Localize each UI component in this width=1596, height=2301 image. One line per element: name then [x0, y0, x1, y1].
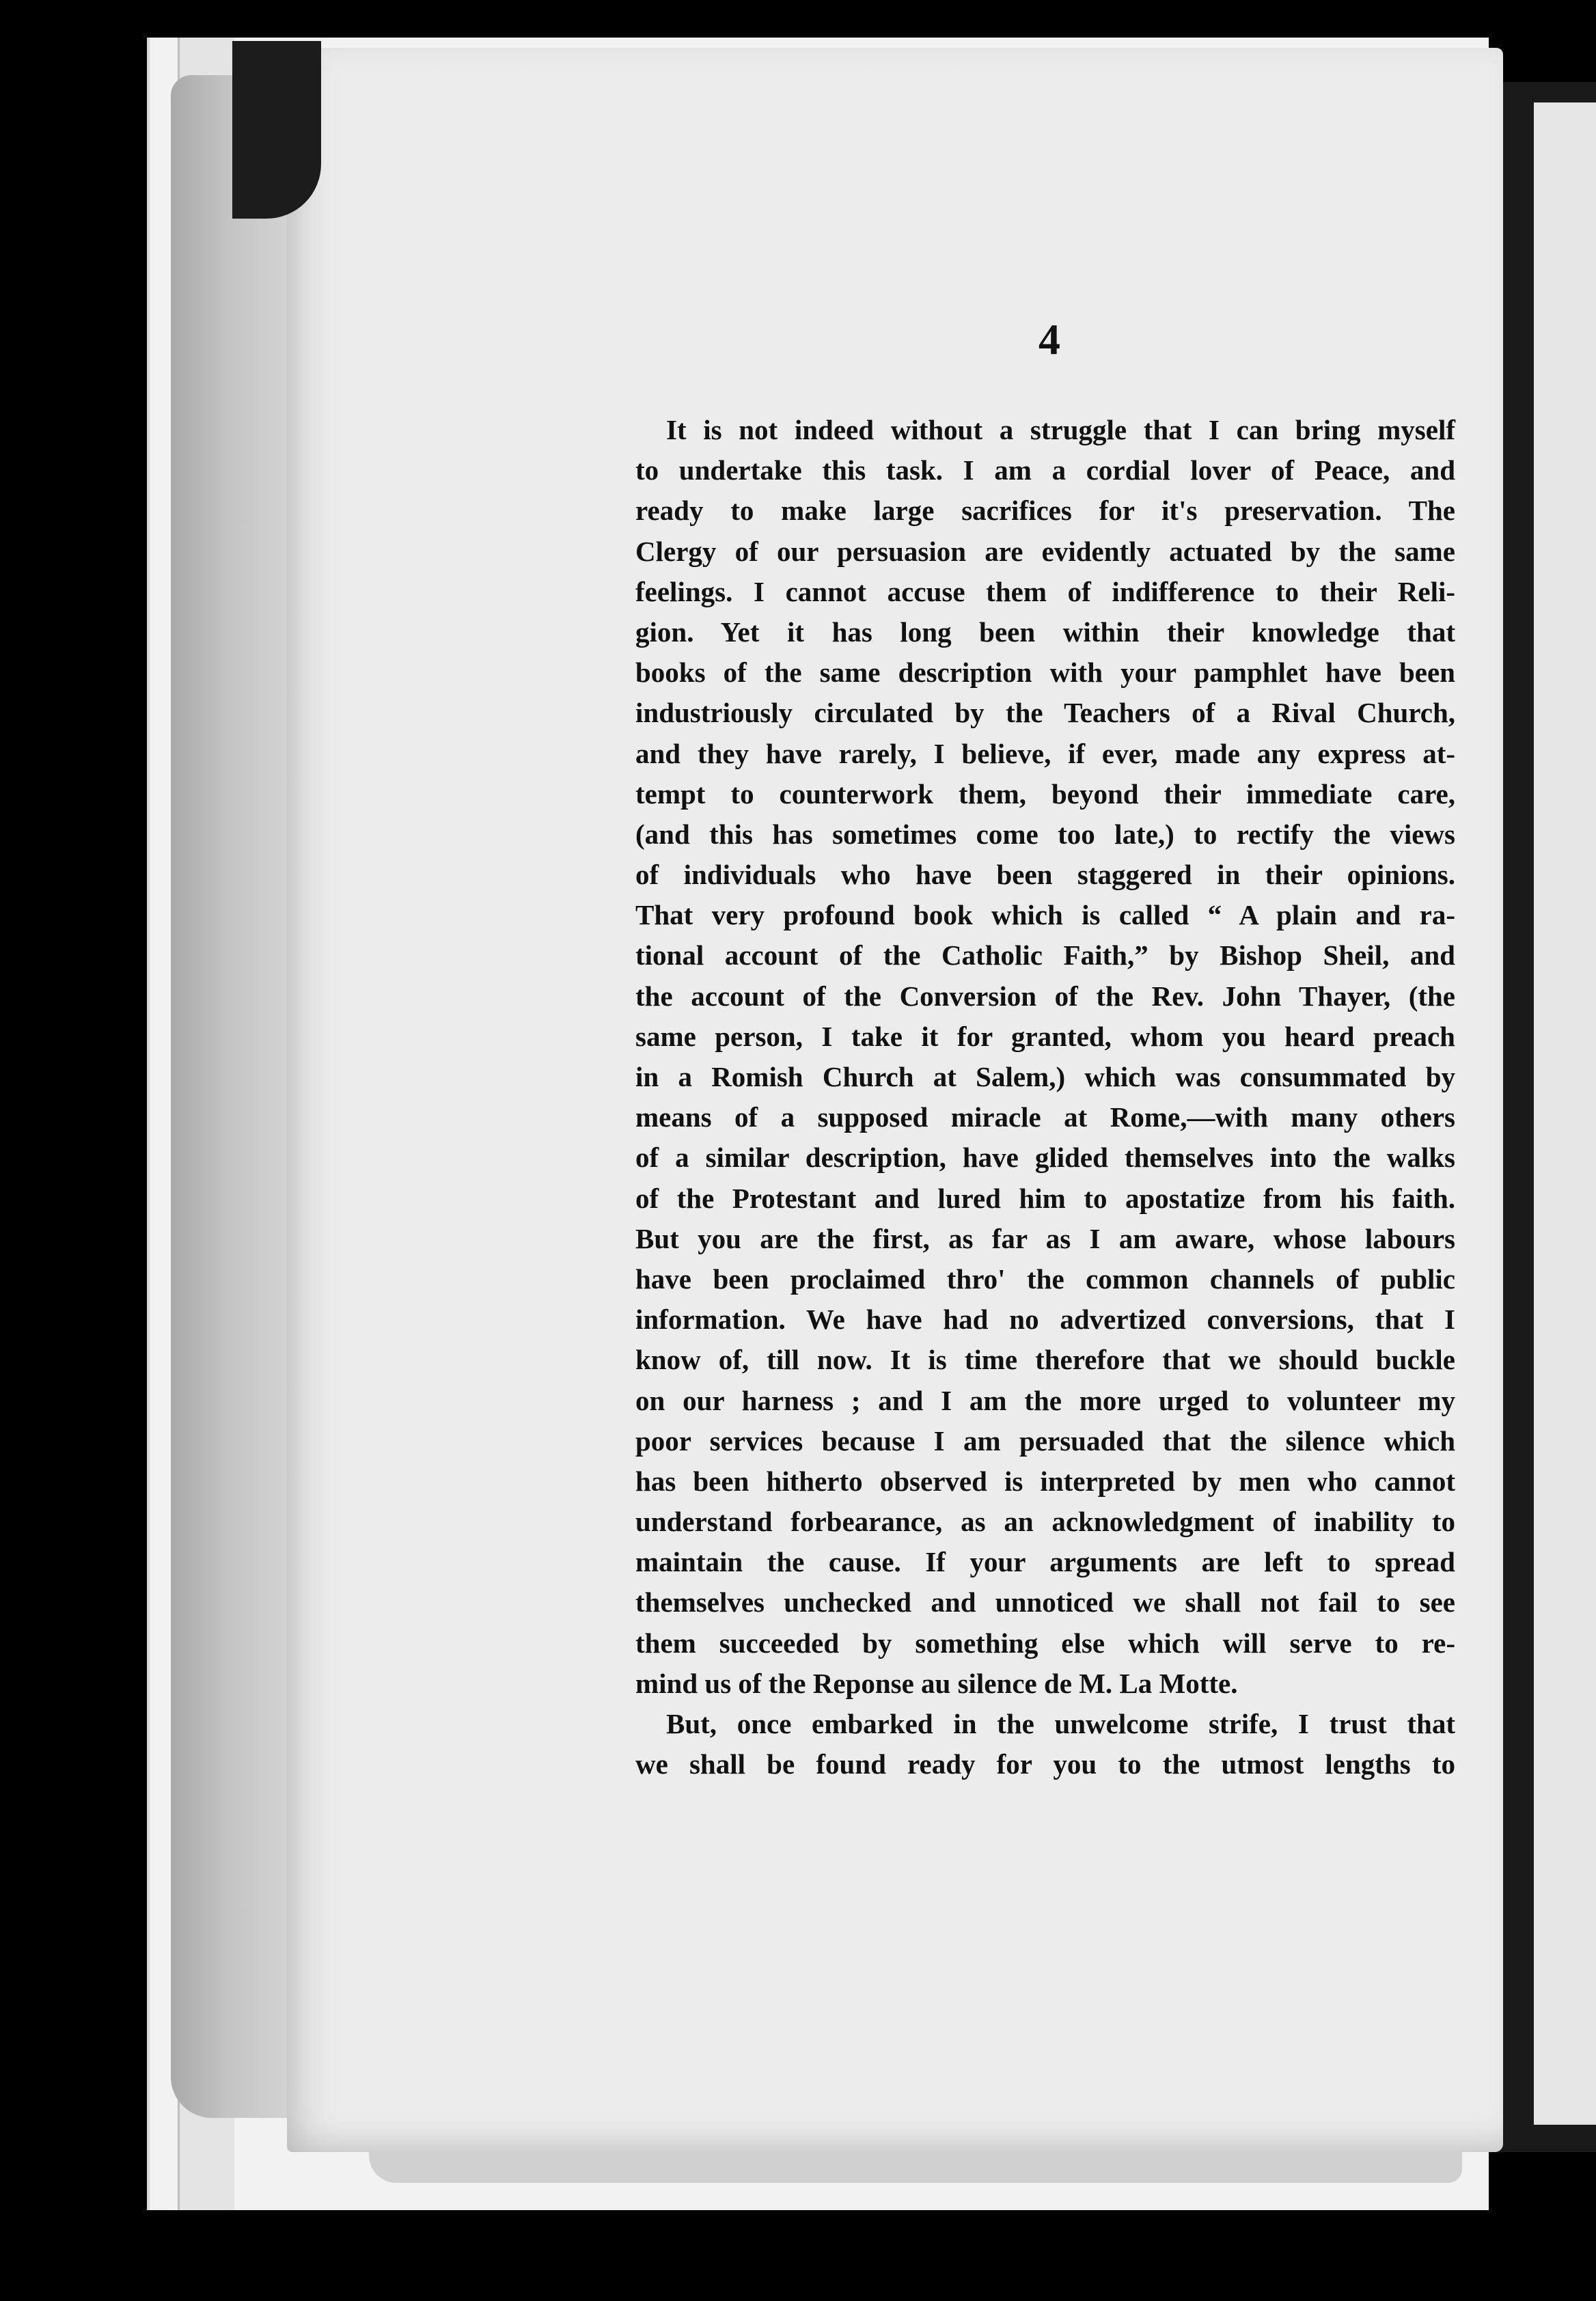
text-line: That very profound book which is called “ A plain and ra- — [635, 899, 1455, 931]
text-line: understand forbearance, as an acknowledgment of inability to — [635, 1506, 1455, 1538]
text-line: has been hitherto observed is interpreted by men who cannot — [635, 1465, 1455, 1497]
text-line: (and this has sometimes come too late,) to rectify the views — [635, 818, 1455, 850]
text-line: Clergy of our persuasion are evidently actuated by the same — [635, 535, 1455, 567]
text-line: in a Romish Church at Salem,) which was consummated by — [635, 1061, 1455, 1092]
body-text — [635, 410, 1455, 1785]
text-line: ready to make large sacrifices for it's preservation. The — [635, 495, 1455, 527]
text-line: them succeeded by something else which will serve to re- — [635, 1627, 1455, 1659]
adjacent-leaf — [1534, 102, 1596, 2125]
text-line: books of the same description with your pamphlet have been — [635, 657, 1455, 689]
page-number: 4 — [1038, 315, 1060, 363]
text-line: themselves unchecked and unnoticed we shall not fail to see — [635, 1586, 1455, 1618]
text-line: and they have rarely, I believe, if ever, made any express at- — [635, 737, 1455, 769]
text-line: mind us of the Reponse au silence de M. La Motte. — [635, 1667, 1238, 1699]
page-bottom-edge — [369, 2152, 1462, 2183]
text-line: maintain the cause. If your arguments are left to spread — [635, 1546, 1455, 1578]
page-stained-margin — [171, 75, 301, 2118]
text-line: the account of the Conversion of the Rev. John Thayer, (the — [635, 980, 1455, 1012]
text-line: industriously circulated by the Teachers of a Rival Church, — [635, 697, 1455, 729]
text-line: tempt to counterwork them, beyond their immediate care, — [635, 777, 1455, 810]
text-line: on our harness ; and I am the more urged to volunteer my — [635, 1384, 1455, 1416]
text-line: have been proclaimed thro' the common channels of public — [635, 1263, 1455, 1295]
text-line: But, once embarked in the unwelcome strife, I trust that — [666, 1708, 1455, 1739]
text-line: means of a supposed miracle at Rome,—with many others — [635, 1101, 1455, 1133]
text-line: But you are the first, as far as I am aware, whose labours — [635, 1222, 1455, 1254]
text-line: to undertake this task. I am a cordial lover of Peace, and — [635, 454, 1455, 486]
text-line: information. We have had no advertized conversions, that I — [635, 1304, 1455, 1336]
text-line: tional account of the Catholic Faith,” by Bishop Sheil, and — [635, 939, 1455, 972]
text-line: we shall be found ready for you to the utmost lengths to — [635, 1748, 1455, 1780]
text-line: poor services because I am persuaded that the silence which — [635, 1424, 1455, 1457]
text-line: know of, till now. It is time therefore that we should buckle — [635, 1344, 1455, 1376]
text-line: of the Protestant and lured him to apostatize from his faith. — [635, 1182, 1455, 1214]
text-line: gion. Yet it has long been within their knowledge that — [635, 616, 1455, 648]
text-line: feelings. I cannot accuse them of indifference to their Reli- — [635, 575, 1455, 607]
page-corner-shadow — [232, 41, 321, 219]
text-line: It is not indeed without a struggle that I can bring myself — [666, 414, 1455, 445]
text-line: same person, I take it for granted, whom you heard preach — [635, 1020, 1455, 1052]
text-line: of a similar description, have glided themselves into the walks — [635, 1142, 1455, 1174]
text-line: of individuals who have been staggered in their opinions. — [635, 859, 1455, 891]
